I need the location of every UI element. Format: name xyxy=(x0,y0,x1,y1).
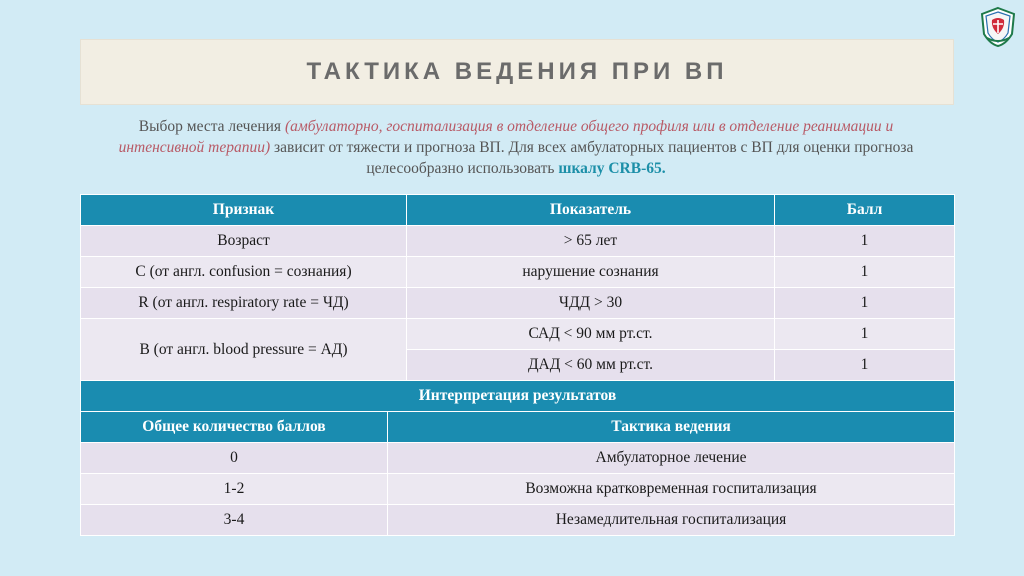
column-header-total: Общее количество баллов xyxy=(81,412,388,443)
score-cell: 1 xyxy=(775,226,955,257)
sign-cell: R (от англ. respiratory rate = ЧД) xyxy=(81,288,407,319)
score-cell: 1 xyxy=(775,350,955,381)
total-score-cell: 1-2 xyxy=(81,474,388,505)
interpretation-title: Интерпретация результатов xyxy=(81,381,955,412)
table-title-row xyxy=(81,381,955,412)
table-row xyxy=(81,257,955,288)
value-cell: САД < 90 мм рт.ст. xyxy=(407,319,775,350)
value-cell: нарушение сознания xyxy=(407,257,775,288)
sign-cell: B (от англ. blood pressure = АД) xyxy=(81,319,407,381)
table-header-row xyxy=(81,195,955,226)
table-row xyxy=(81,474,955,505)
crb65-scale-link: шкалу CRB-65. xyxy=(558,160,666,177)
intro-text xyxy=(96,116,936,179)
tactic-cell: Незамедлительная госпитализация xyxy=(388,505,955,536)
value-cell: ЧДД > 30 xyxy=(407,288,775,319)
score-cell: 1 xyxy=(775,319,955,350)
column-header-score: Балл xyxy=(775,195,955,226)
tactic-cell: Возможна кратковременная госпитализация xyxy=(388,474,955,505)
crb65-table xyxy=(80,194,955,381)
total-score-cell: 3-4 xyxy=(81,505,388,536)
sign-cell: Возраст xyxy=(81,226,407,257)
table-row xyxy=(81,288,955,319)
column-header-sign: Признак xyxy=(81,195,407,226)
tactic-cell: Амбулаторное лечение xyxy=(388,443,955,474)
total-score-cell: 0 xyxy=(81,443,388,474)
score-cell: 1 xyxy=(775,257,955,288)
table-row xyxy=(81,443,955,474)
column-header-value: Показатель xyxy=(407,195,775,226)
intro-part-1: Выбор места лечения xyxy=(138,118,285,135)
university-logo xyxy=(979,6,1017,48)
title-box xyxy=(80,39,954,105)
score-cell: 1 xyxy=(775,288,955,319)
page-title: ТАКТИКА ВЕДЕНИЯ ПРИ ВП xyxy=(306,58,728,85)
intro-part-2: зависит от тяжести и прогноза ВП. Для всех амбулаторных пациентов с ВП для оценки прогноза целесообразно использовать xyxy=(270,139,914,177)
value-cell: > 65 лет xyxy=(407,226,775,257)
value-cell: ДАД < 60 мм рт.ст. xyxy=(407,350,775,381)
interpretation-table xyxy=(80,380,955,536)
column-header-tactic: Тактика ведения xyxy=(388,412,955,443)
table-row xyxy=(81,226,955,257)
intro-emphasis: (амбулаторно, госпитализация в отделение общего профиля или в отделение реанимации и интенсивной терапии) xyxy=(118,118,894,156)
table-row xyxy=(81,505,955,536)
sign-cell: С (от англ. confusion = сознания) xyxy=(81,257,407,288)
table-header-row xyxy=(81,412,955,443)
table-row xyxy=(81,319,955,350)
